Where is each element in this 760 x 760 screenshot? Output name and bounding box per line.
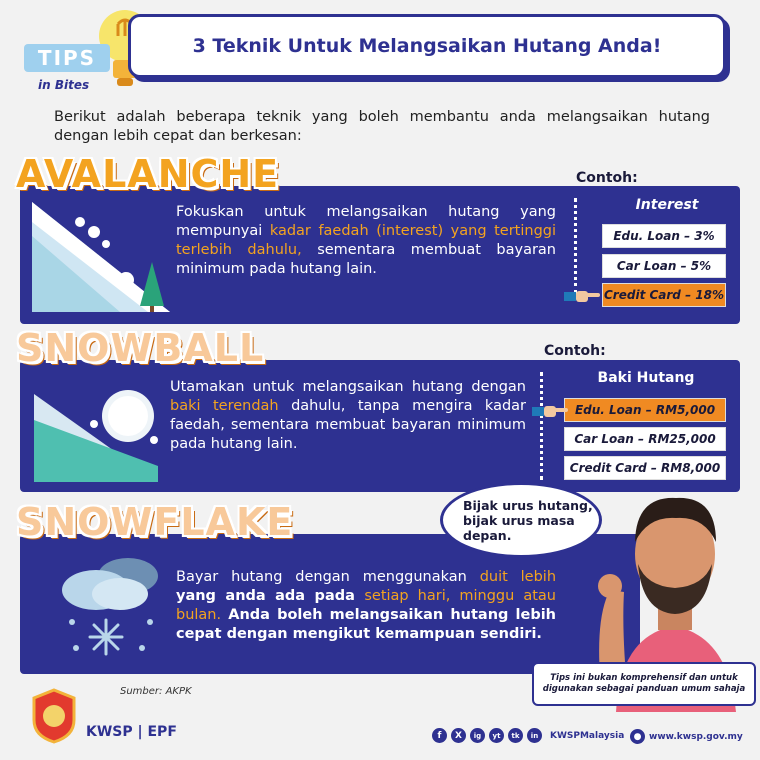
snowball-text-a: Utamakan untuk melangsaikan hutang dengan	[170, 379, 526, 395]
avalanche-item: Car Loan – 5%	[602, 254, 726, 278]
instagram-icon[interactable]: ig	[470, 728, 485, 743]
snowball-item-highlight: Edu. Loan – RM5,000	[564, 398, 726, 422]
snowflake-heading: SNOWFLAKE	[16, 500, 294, 544]
snowflake-text-a: Bayar hutang dengan menggunakan	[176, 569, 480, 585]
snowball-text	[170, 378, 526, 454]
snowball-text-highlight: baki terendah	[170, 398, 279, 414]
disclaimer-note: Tips ini bukan komprehensif dan untuk digunakan sebagai panduan umum sahaja	[532, 662, 756, 706]
pointing-hand-icon	[564, 288, 600, 304]
snowball-item: Car Loan – RM25,000	[564, 427, 726, 451]
snowball-divider	[540, 372, 543, 480]
snowball-item: Credit Card – RM8,000	[564, 456, 726, 480]
snowflake-text-b: yang anda ada pada	[176, 588, 365, 604]
avalanche-contoh: Contoh:	[576, 170, 638, 186]
speech-bubble: Bijak urus hutang, bijak urus masa depan.	[440, 482, 602, 558]
youtube-icon[interactable]: yt	[489, 728, 504, 743]
social-links	[432, 728, 624, 743]
linkedin-icon[interactable]: in	[527, 728, 542, 743]
tiktok-icon[interactable]: tk	[508, 728, 523, 743]
avalanche-heading: AVALANCHE	[16, 152, 280, 196]
title-box	[128, 14, 726, 78]
kwsp-logo-icon	[30, 688, 78, 744]
page-title: 3 Teknik Untuk Melangsaikan Hutang Anda!	[192, 35, 662, 57]
website-link[interactable]	[630, 729, 743, 744]
brand-name: KWSP | EPF	[86, 724, 177, 740]
avalanche-text-a: Fokuskan untuk melangsaikan hutang yang mempunyai	[176, 204, 556, 239]
intro-text: Berikut adalah beberapa teknik yang boleh membantu anda melangsaikan hutang dengan lebih cepat dan berkesan:	[54, 109, 710, 144]
facebook-icon[interactable]: f	[432, 728, 447, 743]
social-handle: KWSPMalaysia	[550, 730, 625, 741]
avalanche-text-highlight: kadar faedah (interest) yang tertinggi terlebih dahulu,	[176, 223, 557, 258]
snowball-text-b: dahulu, tanpa mengira kadar faedah, sementara membuat bayaran minimum pada hutang lain.	[170, 398, 527, 452]
snowball-contoh: Contoh:	[544, 343, 606, 359]
avalanche-col-head: Interest	[635, 197, 699, 213]
snowflake-text-c: Anda boleh melangsaikan hutang lebih cepat dengan mengikut kemampuan sendiri.	[176, 607, 556, 642]
snowball-illustration	[34, 374, 158, 482]
source-text: Sumber: AKPK	[120, 686, 192, 697]
snowflake-text	[176, 568, 556, 644]
avalanche-text-b: sementara membuat bayaran minimum pada hutang lain.	[176, 242, 556, 277]
globe-icon: ●	[630, 729, 645, 744]
avalanche-item: Edu. Loan – 3%	[602, 224, 726, 248]
avalanche-item-highlight: Credit Card – 18%	[602, 283, 726, 307]
tips-label: TIPS	[24, 44, 110, 72]
avalanche-illustration	[28, 202, 170, 312]
website-url: www.kwsp.gov.my	[649, 731, 743, 742]
pointing-hand-icon	[532, 403, 568, 419]
avalanche-divider	[574, 198, 577, 294]
snowball-col-head: Baki Hutang	[597, 370, 695, 386]
avalanche-text	[176, 203, 556, 279]
snowflake-text-highlight-2: setiap hari, minggu atau bulan.	[176, 588, 556, 623]
tips-subtitle: in Bites	[38, 78, 90, 92]
snowball-heading: SNOWBALL	[16, 326, 265, 370]
cloud-snowflake-icon	[54, 550, 164, 660]
snowflake-text-highlight-1: duit lebih	[479, 569, 557, 585]
x-icon[interactable]: X	[451, 728, 466, 743]
